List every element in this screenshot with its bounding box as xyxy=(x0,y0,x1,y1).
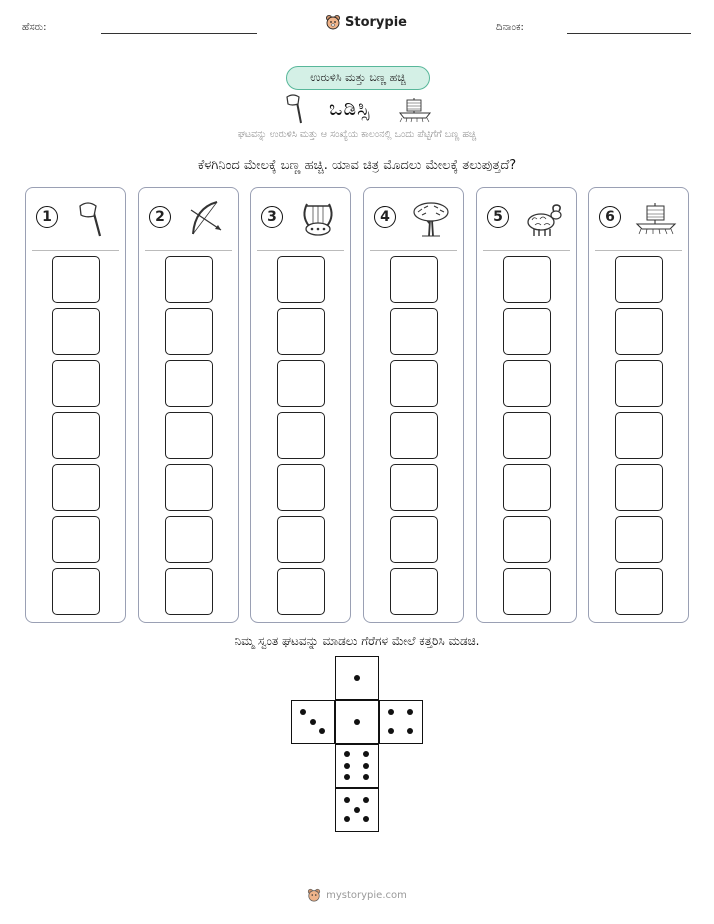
footer xyxy=(0,888,714,902)
color-box[interactable] xyxy=(615,516,663,563)
column-6 xyxy=(588,187,689,623)
die-pip xyxy=(363,763,369,769)
ship-icon xyxy=(635,200,677,238)
color-box[interactable] xyxy=(277,516,325,563)
column-3 xyxy=(250,187,351,623)
die-pip xyxy=(388,728,394,734)
brand-logo xyxy=(325,14,407,30)
color-box[interactable] xyxy=(390,568,438,615)
die-pip xyxy=(363,816,369,822)
color-box[interactable] xyxy=(503,256,551,303)
name-line[interactable] xyxy=(101,33,257,34)
die-pip xyxy=(319,728,325,734)
column-divider xyxy=(370,250,457,251)
footer-url[interactable]: mystorypie.com xyxy=(326,889,407,901)
name-label: ಹೆಸರು: xyxy=(22,22,47,33)
column-number: 3 xyxy=(261,206,283,228)
color-box[interactable] xyxy=(52,256,100,303)
column-5 xyxy=(476,187,577,623)
column-number: 6 xyxy=(599,206,621,228)
color-box[interactable] xyxy=(165,464,213,511)
column-4 xyxy=(363,187,464,623)
color-box[interactable] xyxy=(390,256,438,303)
color-box[interactable] xyxy=(615,256,663,303)
column-number: 5 xyxy=(487,206,509,228)
color-box[interactable] xyxy=(52,568,100,615)
color-box[interactable] xyxy=(503,360,551,407)
worksheet-title: ಒಡಿಸ್ಸಿ xyxy=(329,96,371,120)
axe-icon xyxy=(72,200,114,238)
die-face[interactable] xyxy=(379,700,423,744)
die-pip xyxy=(407,728,413,734)
die-instruction: ನಿಮ್ಮ ಸ್ವಂತ ಘಟವನ್ನು ಮಾಡಲು ಗೆರೆಗಳ ಮೇಲೆ ಕತ್ತರಿಸಿ ಮಡಚಿ. xyxy=(234,634,480,648)
die-face[interactable] xyxy=(335,656,379,700)
color-box[interactable] xyxy=(165,256,213,303)
color-box[interactable] xyxy=(390,360,438,407)
color-box[interactable] xyxy=(503,308,551,355)
color-box[interactable] xyxy=(615,412,663,459)
die-pip xyxy=(354,675,360,681)
die-pip xyxy=(310,719,316,725)
color-box[interactable] xyxy=(277,308,325,355)
color-box[interactable] xyxy=(503,412,551,459)
die-pip xyxy=(344,797,350,803)
color-box[interactable] xyxy=(52,360,100,407)
bear-icon xyxy=(307,888,321,902)
column-divider xyxy=(483,250,570,251)
color-box[interactable] xyxy=(615,308,663,355)
color-box[interactable] xyxy=(277,412,325,459)
bow-arrow-icon xyxy=(185,200,227,238)
axe-icon xyxy=(285,93,307,125)
die-pip xyxy=(300,709,306,715)
die-face[interactable] xyxy=(335,788,379,832)
color-box[interactable] xyxy=(615,360,663,407)
die-face[interactable] xyxy=(335,700,379,744)
column-divider xyxy=(32,250,119,251)
die-face[interactable] xyxy=(291,700,335,744)
die-pip xyxy=(344,751,350,757)
ship-icon xyxy=(398,96,432,124)
color-box[interactable] xyxy=(390,308,438,355)
column-number: 2 xyxy=(149,206,171,228)
color-box[interactable] xyxy=(615,568,663,615)
die-pip xyxy=(388,709,394,715)
color-box[interactable] xyxy=(165,360,213,407)
column-2 xyxy=(138,187,239,623)
die-pip xyxy=(363,774,369,780)
column-1 xyxy=(25,187,126,623)
column-divider xyxy=(257,250,344,251)
color-box[interactable] xyxy=(165,516,213,563)
die-face[interactable] xyxy=(335,744,379,788)
column-number: 4 xyxy=(374,206,396,228)
die-pip xyxy=(363,797,369,803)
color-box[interactable] xyxy=(52,308,100,355)
die-pip xyxy=(344,763,350,769)
color-box[interactable] xyxy=(165,412,213,459)
color-box[interactable] xyxy=(615,464,663,511)
color-box[interactable] xyxy=(52,412,100,459)
die-pip xyxy=(354,719,360,725)
column-number: 1 xyxy=(36,206,58,228)
olive-tree-icon xyxy=(410,200,452,238)
color-box[interactable] xyxy=(165,308,213,355)
color-box[interactable] xyxy=(277,256,325,303)
die-pip xyxy=(407,709,413,715)
subtitle-instruction: ಘಟವನ್ನು ಉರುಳಿಸಿ ಮತ್ತು ಆ ಸಂಖ್ಯೆಯ ಕಾಲಂನಲ್ಲಿ ಒಂದು ಪೆಟ್ಟಿಗೆಗೆ ಬಣ್ಣ ಹಚ್ಚಿ xyxy=(237,129,477,140)
column-divider xyxy=(595,250,682,251)
die-pip xyxy=(344,774,350,780)
color-box[interactable] xyxy=(503,464,551,511)
color-box[interactable] xyxy=(52,464,100,511)
color-box[interactable] xyxy=(277,360,325,407)
color-box[interactable] xyxy=(390,464,438,511)
bear-icon xyxy=(325,14,341,30)
die-pip xyxy=(354,807,360,813)
lyre-icon xyxy=(297,200,339,238)
brand-name: Storypie xyxy=(345,14,407,30)
color-box[interactable] xyxy=(277,568,325,615)
column-divider xyxy=(145,250,232,251)
color-box[interactable] xyxy=(390,412,438,459)
activity-badge: ಉರುಳಿಸಿ ಮತ್ತು ಬಣ್ಣ ಹಚ್ಚಿ xyxy=(286,66,430,90)
die-pip xyxy=(363,751,369,757)
color-box[interactable] xyxy=(52,516,100,563)
date-label: ದಿನಾಂಕ: xyxy=(496,22,524,33)
color-box[interactable] xyxy=(503,516,551,563)
color-box[interactable] xyxy=(390,516,438,563)
color-box[interactable] xyxy=(277,464,325,511)
color-box[interactable] xyxy=(165,568,213,615)
color-box[interactable] xyxy=(503,568,551,615)
date-line[interactable] xyxy=(567,33,691,34)
die-pip xyxy=(344,816,350,822)
ram-icon xyxy=(523,200,565,238)
question-text: ಕೆಳಗಿನಿಂದ ಮೇಲಕ್ಕೆ ಬಣ್ಣ ಹಚ್ಚಿ. ಯಾವ ಚಿತ್ರ ಮೊದಲು ಮೇಲಕ್ಕೆ ತಲುಪುತ್ತದೆ? xyxy=(197,158,517,173)
